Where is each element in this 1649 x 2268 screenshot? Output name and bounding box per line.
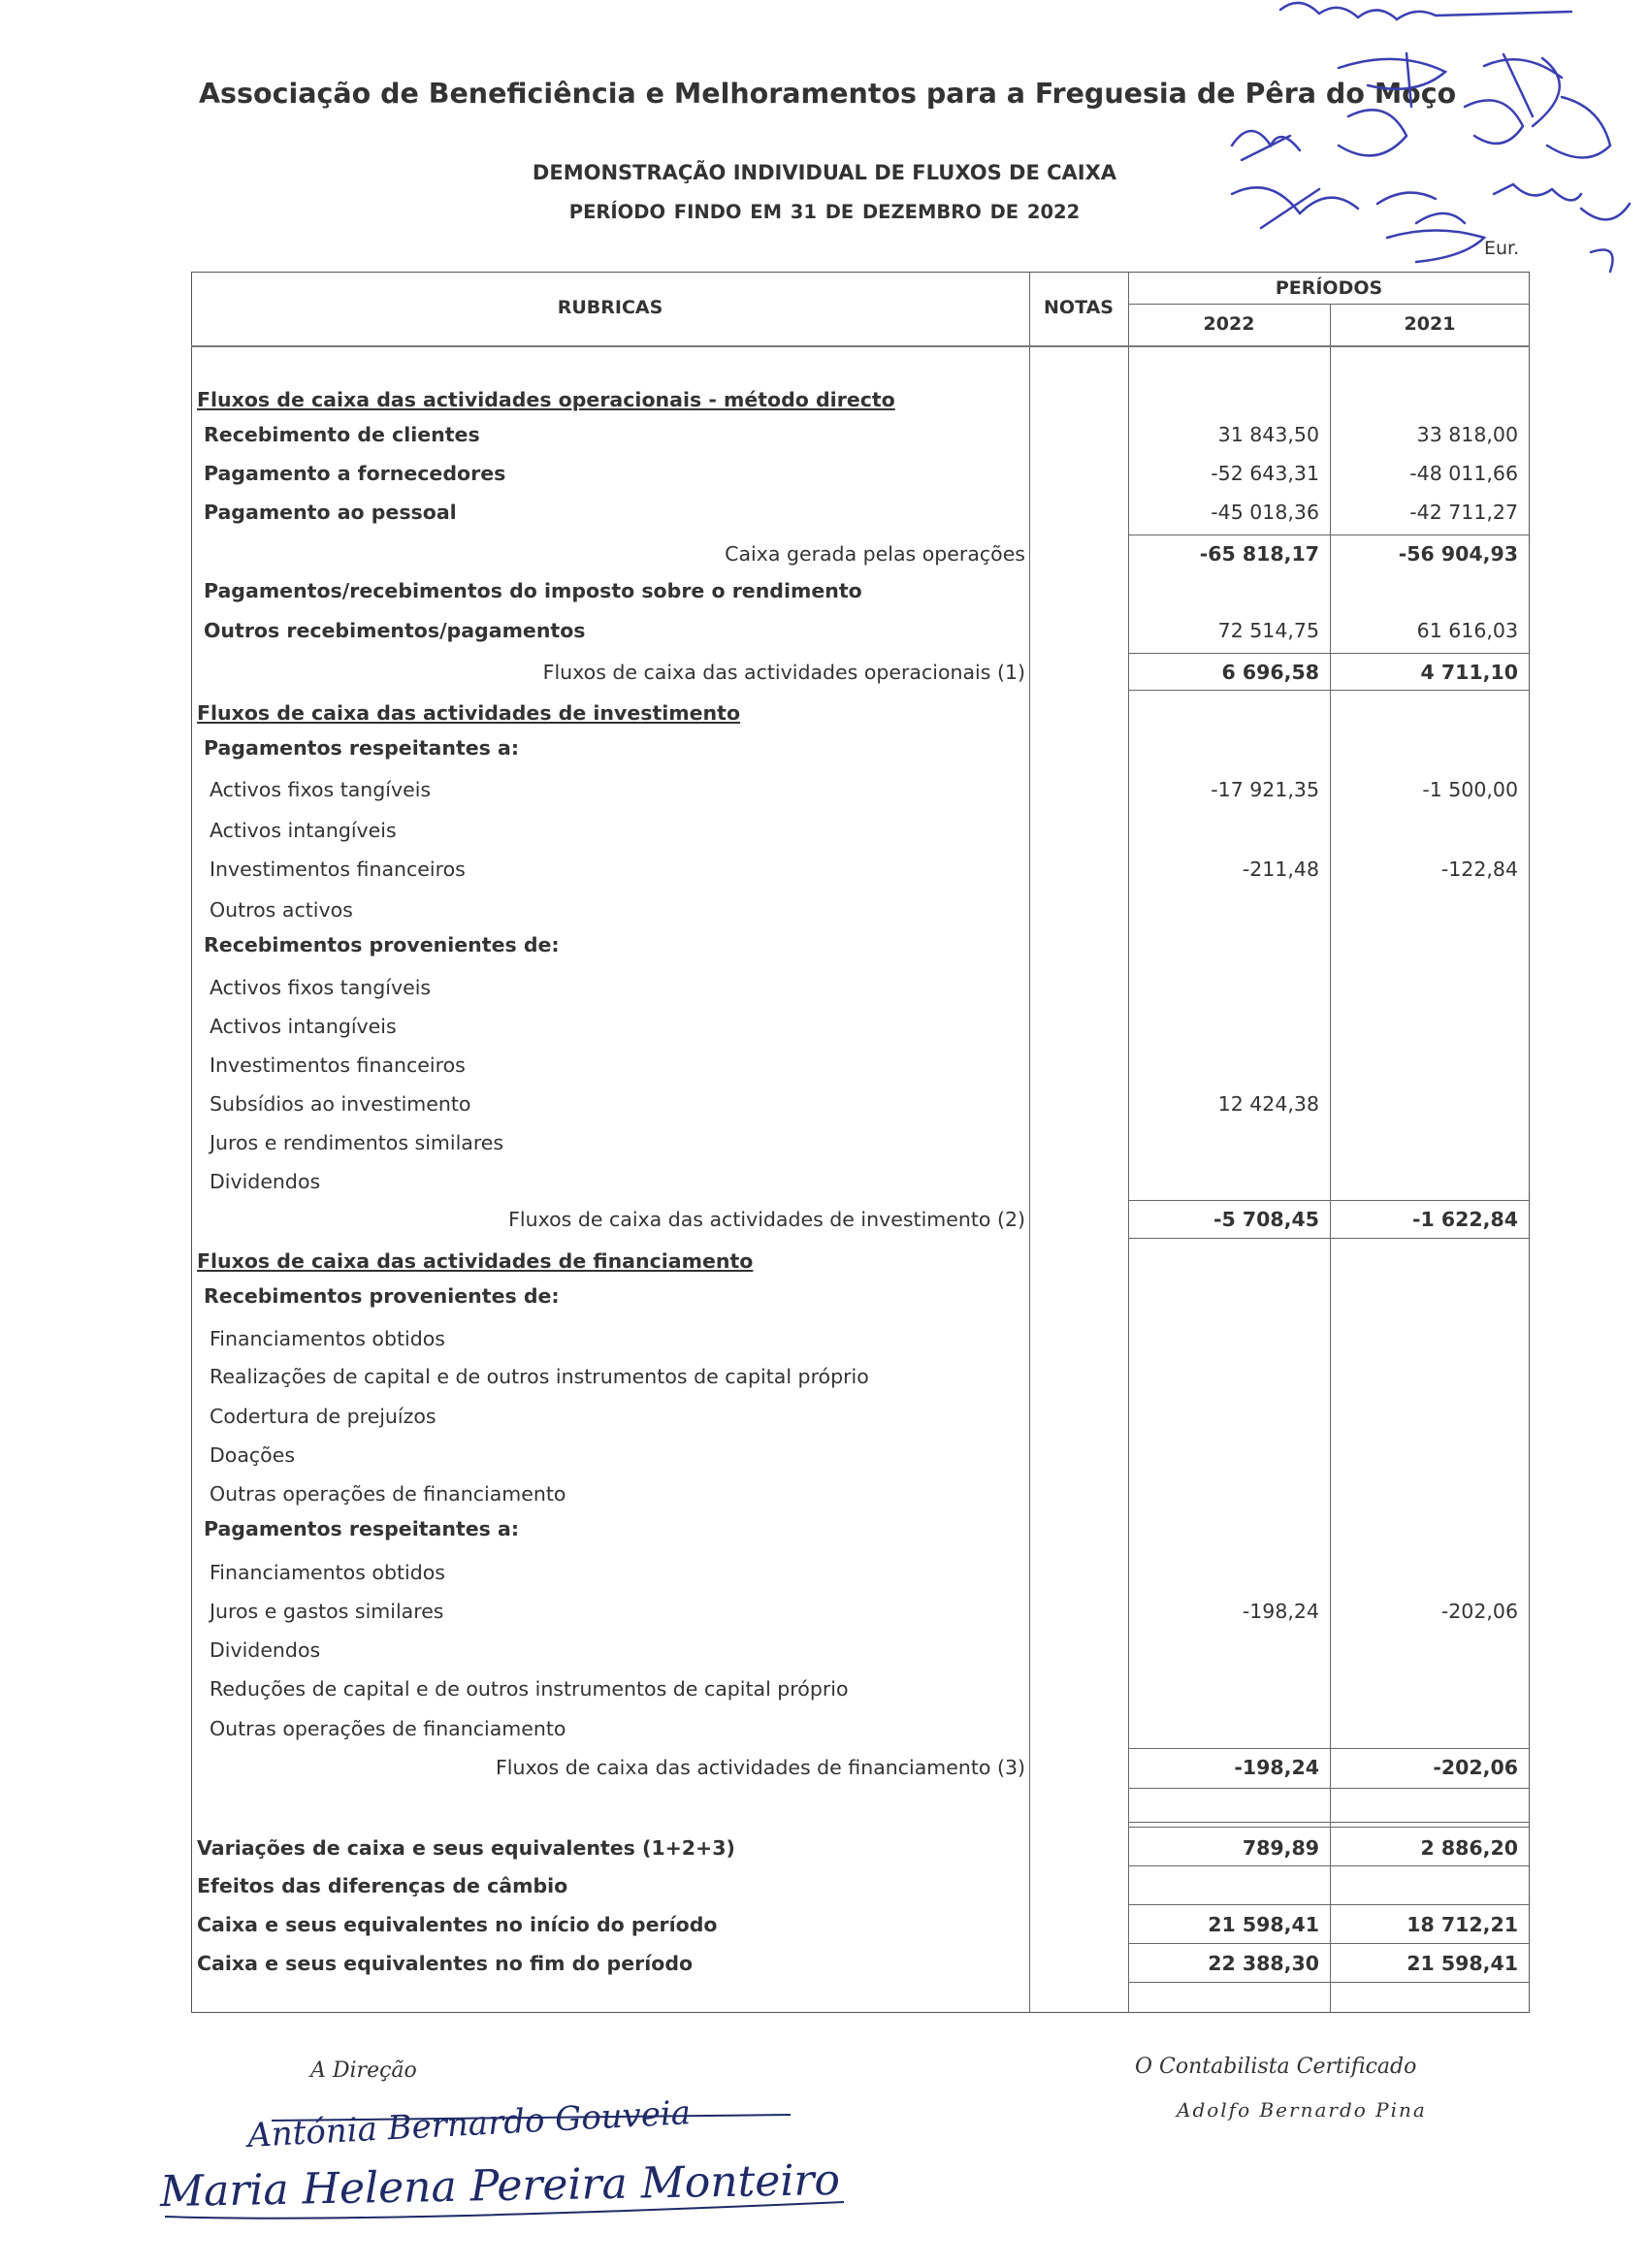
table-row xyxy=(0,1164,1649,1199)
spacer-line xyxy=(1128,1822,1530,1823)
row-label: Pagamento a fornecedores xyxy=(204,462,506,485)
table-row xyxy=(0,382,1649,417)
value-2021: 2 886,20 xyxy=(1420,1836,1518,1860)
table-row xyxy=(0,1125,1649,1160)
value-2022: 12 424,38 xyxy=(1217,1092,1319,1116)
total-row xyxy=(0,1907,1649,1942)
signature-accountant: Adolfo Bernardo Pina xyxy=(1177,2098,1427,2122)
row-label: Recebimento de clientes xyxy=(204,423,480,446)
row-label: Pagamentos respeitantes a: xyxy=(204,1517,520,1540)
table-row xyxy=(0,970,1649,1005)
row-label: Recebimentos provenientes de: xyxy=(204,1284,560,1308)
value-2021: -1 622,84 xyxy=(1411,1208,1518,1231)
row-label: Activos fixos tangíveis xyxy=(210,778,432,801)
value-2022: -45 018,36 xyxy=(1211,501,1319,524)
value-2021: -202,06 xyxy=(1440,1600,1518,1623)
value-2022: 6 696,58 xyxy=(1221,661,1319,684)
table-row xyxy=(0,730,1649,765)
col-header-notas: NOTAS xyxy=(1044,297,1114,318)
subtotal-line xyxy=(1128,1748,1530,1749)
col-header-2021: 2021 xyxy=(1404,313,1456,335)
value-2021: -1 500,00 xyxy=(1422,778,1518,801)
table-row xyxy=(0,456,1649,491)
row-label: Pagamentos/recebimentos do imposto sobre o rendimento xyxy=(204,579,862,602)
row-label: Pagamento ao pessoal xyxy=(204,501,457,524)
total-line xyxy=(1128,1904,1530,1905)
value-2021: 21 598,41 xyxy=(1406,1952,1518,1975)
row-label: Recebimentos provenientes de: xyxy=(204,933,560,956)
row-label: Juros e rendimentos similares xyxy=(210,1131,504,1154)
section-heading-operating: Fluxos de caixa das actividades operacionais - método directo xyxy=(197,388,895,411)
value-2022: 21 598,41 xyxy=(1208,1913,1319,1936)
table-row xyxy=(0,1476,1649,1511)
row-label: Investimentos financeiros xyxy=(210,1053,466,1077)
section-heading-financing: Fluxos de caixa das actividades de financiamento xyxy=(197,1249,754,1273)
row-label: Doações xyxy=(210,1443,295,1467)
row-label: Activos intangíveis xyxy=(210,819,397,842)
total-row xyxy=(0,1868,1649,1903)
value-2021: 4 711,10 xyxy=(1420,661,1518,684)
row-label: Codertura de prejuízos xyxy=(210,1405,436,1428)
row-label: Outros activos xyxy=(210,898,353,922)
table-row xyxy=(0,573,1649,608)
row-label: Investimentos financeiros xyxy=(210,858,466,881)
table-row xyxy=(0,1279,1649,1313)
table-row xyxy=(0,1511,1649,1546)
total-line xyxy=(1128,1827,1530,1828)
table-row xyxy=(0,1321,1649,1356)
value-2022: 22 388,30 xyxy=(1208,1952,1319,1975)
value-2022: -17 921,35 xyxy=(1211,778,1319,801)
row-label: Subsídios ao investimento xyxy=(210,1092,471,1116)
subtotal-row xyxy=(0,655,1649,690)
subtotal-underline xyxy=(1128,1238,1530,1239)
row-label: Dividendos xyxy=(210,1170,321,1193)
value-2022: 31 843,50 xyxy=(1217,423,1319,446)
subtotal-row xyxy=(0,1202,1649,1237)
row-label: Variações de caixa e seus equivalentes (1+2+3) xyxy=(197,1836,735,1860)
value-2022: 789,89 xyxy=(1242,1836,1319,1860)
table-row xyxy=(0,1359,1649,1394)
table-row xyxy=(0,852,1649,887)
row-label: Juros e gastos similares xyxy=(210,1600,444,1623)
subtotal-row xyxy=(0,536,1649,571)
table-row xyxy=(0,1086,1649,1121)
value-2021: 18 712,21 xyxy=(1406,1913,1518,1936)
row-label: Caixa gerada pelas operações xyxy=(725,542,1025,566)
table-row xyxy=(0,1633,1649,1668)
table-row xyxy=(0,1594,1649,1629)
row-label: Outros recebimentos/pagamentos xyxy=(204,619,586,642)
value-2021: -42 711,27 xyxy=(1409,501,1518,524)
row-label: Activos fixos tangíveis xyxy=(210,976,432,999)
accountant-caption: O Contabilista Certificado xyxy=(1135,2055,1417,2079)
value-2022: -65 818,17 xyxy=(1199,542,1319,566)
value-2021: -56 904,93 xyxy=(1398,542,1518,566)
table-row xyxy=(0,772,1649,807)
row-label: Outras operações de financiamento xyxy=(210,1482,566,1506)
row-label: Reduções de capital e de outros instrumentos de capital próprio xyxy=(210,1677,849,1701)
row-label: Fluxos de caixa das actividades operacionais (1) xyxy=(542,661,1025,684)
section-heading-investing: Fluxos de caixa das actividades de investimento xyxy=(197,701,741,725)
table-row xyxy=(0,696,1649,730)
table-row xyxy=(0,1671,1649,1706)
row-label: Pagamentos respeitantes a: xyxy=(204,736,520,760)
value-2021: 61 616,03 xyxy=(1416,619,1518,642)
row-label: Fluxos de caixa das actividades de financiamento (3) xyxy=(495,1756,1025,1779)
value-2022: -198,24 xyxy=(1234,1756,1319,1779)
value-2021: -202,06 xyxy=(1433,1756,1518,1779)
col-header-periodos: PERÍODOS xyxy=(1275,277,1383,299)
subtotal-row xyxy=(0,1750,1649,1785)
table-row xyxy=(0,417,1649,452)
value-2022: 72 514,75 xyxy=(1217,619,1319,642)
col-header-2022: 2022 xyxy=(1203,313,1255,335)
row-label: Financiamentos obtidos xyxy=(210,1327,445,1350)
signature-director-1: Antónia Bernardo Gouveia xyxy=(246,2093,692,2155)
signature-director-2: Maria Helena Pereira Monteiro xyxy=(159,2155,841,2218)
total-row xyxy=(0,1831,1649,1865)
organization-name: Associação de Beneficiência e Melhoramentos para a Freguesia de Pêra do Moço xyxy=(199,78,1457,110)
table-row xyxy=(0,1244,1649,1279)
subtotal-line xyxy=(1128,653,1530,654)
table-row xyxy=(0,813,1649,848)
initials-scribbles xyxy=(1212,0,1639,281)
row-label: Financiamentos obtidos xyxy=(210,1561,445,1584)
row-label: Caixa e seus equivalentes no fim do período xyxy=(197,1952,694,1975)
subtotal-line xyxy=(1128,1200,1530,1201)
row-label: Efeitos das diferenças de câmbio xyxy=(197,1874,568,1897)
table-row xyxy=(0,1555,1649,1590)
table-row xyxy=(0,1711,1649,1746)
table-row xyxy=(0,1009,1649,1044)
table-row xyxy=(0,1438,1649,1473)
value-2022: -52 643,31 xyxy=(1211,462,1319,485)
row-label: Outras operações de financiamento xyxy=(210,1717,566,1740)
value-2021: -48 011,66 xyxy=(1409,462,1518,485)
value-2022: -211,48 xyxy=(1242,858,1319,881)
row-label: Activos intangíveis xyxy=(210,1015,397,1038)
total-line xyxy=(1128,1943,1530,1944)
signature-strokes xyxy=(146,2105,922,2231)
row-label: Fluxos de caixa das actividades de investimento (2) xyxy=(508,1208,1025,1231)
table-row xyxy=(0,1399,1649,1434)
total-row xyxy=(0,1946,1649,1981)
header-bottom-line xyxy=(191,345,1530,347)
col-header-rubricas: RUBRICAS xyxy=(557,297,663,318)
subtotal-underline xyxy=(1128,690,1530,691)
direction-caption: A Direção xyxy=(310,2058,417,2083)
document-title: DEMONSTRAÇÃO INDIVIDUAL DE FLUXOS DE CAIXA xyxy=(532,161,1117,184)
value-2022: -198,24 xyxy=(1242,1600,1319,1623)
value-2021: -122,84 xyxy=(1440,858,1518,881)
value-2021: 33 818,00 xyxy=(1416,423,1518,446)
row-label: Caixa e seus equivalentes no início do período xyxy=(197,1913,718,1936)
table-row xyxy=(0,613,1649,648)
periods-header-line xyxy=(1128,304,1530,305)
document-period: PERÍODO FINDO EM 31 DE DEZEMBRO DE 2022 xyxy=(568,201,1081,223)
row-label: Dividendos xyxy=(210,1638,321,1662)
table-row xyxy=(0,1048,1649,1083)
table-row xyxy=(0,892,1649,927)
row-label: Realizações de capital e de outros instrumentos de capital próprio xyxy=(210,1365,869,1388)
total-line xyxy=(1128,1865,1530,1866)
value-2022: -5 708,45 xyxy=(1212,1208,1319,1231)
subtotal-underline xyxy=(1128,1788,1530,1789)
total-line xyxy=(1128,1982,1530,1983)
table-row xyxy=(0,495,1649,530)
currency-label: Eur. xyxy=(1484,238,1520,259)
table-row xyxy=(0,927,1649,962)
